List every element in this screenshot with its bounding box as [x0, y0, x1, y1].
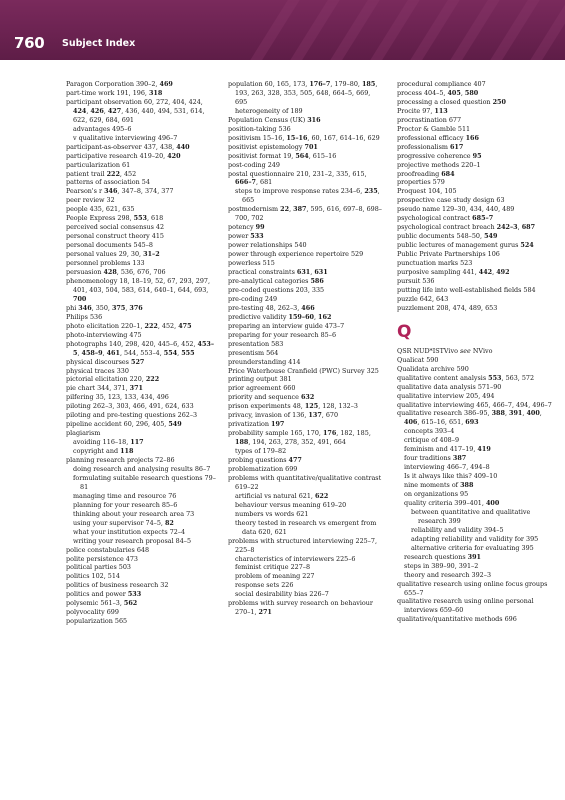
index-entry: Proctor & Gamble 511 [397, 124, 471, 133]
index-entry: prior agreement 660 [228, 384, 296, 393]
index-entry: progressive coherence 95 [397, 151, 482, 160]
index-entry: participant-as-observer 437, 438, 440 [66, 142, 190, 151]
index-subentry: feminist critique 227–8 [235, 563, 311, 572]
index-entry: pre-analytical categories 586 [228, 276, 324, 285]
index-entry: polysemic 561–3, 562 [66, 599, 138, 608]
index-entry: potency 99 [228, 223, 265, 232]
index-entry: preparing for your research 85–6 [228, 330, 337, 339]
index-subentry: interviewing 466–7, 494–8 [404, 463, 490, 472]
index-entry: planning research projects 72–86 [66, 456, 175, 465]
index-subentry: concepts 393–4 [404, 427, 455, 436]
index-subentry: theory and research 392–3 [404, 570, 492, 579]
header-bar [0, 0, 565, 60]
index-entry: Public Private Partnerships 106 [397, 250, 500, 259]
index-subentry: v qualitative interviewing 496–7 [73, 133, 178, 142]
index-entry: postmodernism 22, 387, 595, 616, 697–8, 698–700, 702 [228, 205, 382, 223]
index-entry: putting life into well-established fields 584 [397, 285, 536, 294]
index-entry: problems with survey research on behaviour 270–1, 271 [228, 599, 373, 617]
index-entry: phi 346, 350, 375, 376 [66, 303, 143, 312]
index-section-q [397, 347, 557, 625]
index-subentry: Is it always like this? 409–10 [404, 472, 498, 481]
index-entry: properties 579 [397, 178, 445, 187]
index-subentry: alternative criteria for evaluating 395 [411, 543, 534, 552]
index-entry: professionalism 617 [397, 142, 464, 151]
index-subentry: managing time and resource 76 [73, 491, 177, 500]
index-entry: priority and sequence 632 [228, 393, 315, 402]
index-entry: physical discourses 527 [66, 357, 145, 366]
index-entry: personal construct theory 415 [66, 232, 165, 241]
index-subentry: characteristics of interviewers 225–6 [235, 554, 356, 563]
index-subentry: adapting reliability and validity for 395 [411, 534, 539, 543]
index-entry: process 404–5, 405, 580 [397, 88, 479, 97]
page-title: Subject Index [62, 38, 136, 49]
index-entry: pseudo name 129–30, 434, 440, 489 [397, 205, 515, 214]
index-subentry: between quantitative and qualitative research 399 [411, 507, 531, 525]
index-entry: pipeline accident 60, 296, 405, 549 [66, 420, 182, 429]
index-column-2 [228, 80, 383, 617]
index-entry: printing output 381 [228, 375, 292, 384]
index-entry: polite persistence 473 [66, 554, 138, 563]
index-entry: phenomenology 18, 18–19, 52, 67, 293, 297, 401, 403, 504, 583, 614, 640–1, 644, 693, 700 [66, 276, 210, 303]
index-subentry: behaviour versus meaning 619–20 [235, 500, 347, 509]
index-entry: qualitative research 386–95, 388, 391, 400, 406, 615–16, 651, 693 [397, 409, 542, 427]
index-subentry: four traditions 387 [404, 454, 467, 463]
index-entry: Pearson's r 346, 347–8, 374, 377 [66, 187, 174, 196]
index-subentry: heterogeneity of 189 [235, 106, 303, 115]
index-subentry: planning for your research 85–6 [73, 500, 178, 509]
index-entry: patient trail 222, 452 [66, 169, 137, 178]
index-entry: participant observation 60, 272, 404, 424, 424, 426, 427, 436, 440, 494, 531, 614, 622, 629, 684, 691 [66, 97, 205, 124]
index-entry: personal values 29, 30, 31–2 [66, 250, 160, 259]
index-entry: Paragon Corporation 390–2, 469 [66, 80, 173, 88]
index-entry: proofreading 684 [397, 169, 455, 178]
index-entry: predictive validity 159–60, 162 [228, 312, 332, 321]
index-entry: processing a closed question 250 [397, 97, 506, 106]
index-subentry: research questions 391 [404, 552, 481, 561]
index-entry: probing questions 477 [228, 456, 302, 465]
index-entry: powerless 515 [228, 259, 275, 268]
index-column-1 [66, 80, 216, 626]
index-subentry: doing research and analysing results 86–7 [73, 464, 211, 473]
index-subentry: steps in 389–90, 391–2 [404, 561, 479, 570]
index-entry: professional efficacy 166 [397, 133, 479, 142]
index-entry: Procite 97, 113 [397, 106, 448, 115]
index-entry: pre-testing 48, 262–3, 466 [228, 303, 315, 312]
index-entry: practical constraints 631, 631 [228, 268, 328, 277]
index-entry: physical traces 330 [66, 366, 129, 375]
index-entry: personnel problems 133 [66, 259, 145, 268]
index-subentry: thinking about your research area 73 [73, 509, 195, 518]
index-entry: qualitative research using online focus groups 655–7 [397, 579, 548, 597]
index-entry: positivist epistemology 701 [228, 142, 318, 151]
index-entry: puzzlement 208, 474, 489, 653 [397, 303, 498, 312]
index-entry: Proquest 104, 105 [397, 187, 457, 196]
index-entry: public lectures of management gurus 524 [397, 241, 534, 250]
index-section-p-end [397, 80, 557, 313]
index-entry: qualitative content analysis 553, 563, 572 [397, 373, 535, 382]
index-entry: presentation 583 [228, 339, 284, 348]
index-subentry: on organizations 95 [404, 490, 469, 499]
index-entry: People Express 298, 553, 618 [66, 214, 164, 223]
index-entry: Qualicat 590 [397, 355, 439, 364]
index-entry: position-taking 536 [228, 124, 291, 133]
index-subentry: what your institution expects 72–4 [73, 527, 186, 536]
index-subentry: critique of 408–9 [404, 436, 460, 445]
index-entry: qualitative data analysis 571–90 [397, 382, 502, 391]
index-entry: plagiarism [66, 429, 101, 438]
index-entry: prison experiments 48, 125, 128, 132–3 [228, 402, 358, 411]
index-entry: probability sample 165, 170, 176, 182, 185, 188, 194, 263, 278, 352, 491, 664 [228, 429, 371, 447]
index-entry: piloting 262–3, 303, 466, 491, 624, 633 [66, 402, 194, 411]
index-entry: qualitative interview 205, 494 [397, 391, 495, 400]
index-entry: popularization 565 [66, 617, 128, 626]
index-subentry: theory tested in research vs emergent from data 620, 621 [235, 518, 377, 536]
index-subentry: artificial vs natural 621, 622 [235, 491, 329, 500]
index-subentry: steps to improve response rates 234–6, 235, 665 [235, 187, 380, 205]
index-subentry: response sets 226 [235, 581, 294, 590]
index-entry: privatization 197 [228, 420, 285, 429]
index-entry: politics of business research 32 [66, 581, 169, 590]
index-entry: polyvocality 699 [66, 608, 119, 617]
index-entry: Price Waterhouse Cranfield (PWC) Survey 325 [228, 366, 379, 375]
index-entry: patterns of association 54 [66, 178, 150, 187]
index-entry: psychological contract 685–7 [397, 214, 494, 223]
index-entry: pictorial elicitation 220, 222 [66, 375, 160, 384]
index-entry: personal documents 545–8 [66, 241, 153, 250]
index-entry: qualitative research using online personal interviews 659–60 [397, 597, 534, 615]
index-entry: qualitative interviewing 465, 466–7, 494, 496–7 [397, 400, 552, 409]
index-entry: politics and power 533 [66, 590, 142, 599]
index-entry: photographs 140, 298, 420, 445–6, 452, 453–5, 458–9, 461, 544, 553–4, 554, 555 [66, 339, 215, 357]
index-subentry: advantages 495–6 [73, 124, 132, 133]
index-entry: pursuit 536 [397, 276, 435, 285]
index-entry: participative research 419–20, 420 [66, 151, 181, 160]
index-entry: piloting and pre-testing questions 262–3 [66, 411, 198, 420]
index-entry: pilfering 35, 123, 133, 434, 496 [66, 393, 169, 402]
index-entry: population 60, 165, 173, 176–7, 179–80, 185, 193, 263, 328, 353, 505, 648, 664–5, 669, 695 [228, 80, 378, 106]
index-entry: Philips 536 [66, 312, 103, 321]
index-entry: postal questionnaire 210, 231–2, 335, 615, 666–7, 681 [228, 169, 367, 187]
index-entry: presentism 564 [228, 348, 279, 357]
index-entry: problematization 699 [228, 464, 298, 473]
index-entry: police constabularies 648 [66, 545, 150, 554]
index-entry: part-time work 191, 196, 318 [66, 88, 163, 97]
index-subentry: writing your research proposal 84–5 [73, 536, 192, 545]
index-entry: political parties 503 [66, 563, 131, 572]
index-entry: public documents 548–50, 549 [397, 232, 498, 241]
index-subentry: types of 179–82 [235, 447, 287, 456]
index-subentry: feminism and 417–19, 419 [404, 445, 491, 454]
index-subentry: avoiding 116–18, 117 [73, 438, 144, 447]
index-column-3 [397, 80, 557, 624]
index-subentry: quality criteria 399–401, 400 [404, 498, 500, 507]
index-entry: photo-interviewing 475 [66, 330, 142, 339]
index-entry: procrastination 677 [397, 115, 462, 124]
index-subentry: numbers vs words 621 [235, 509, 309, 518]
index-entry: prospective case study design 63 [397, 196, 505, 205]
index-subentry: problem of meaning 227 [235, 572, 315, 581]
index-entry: politics 102, 514 [66, 572, 120, 581]
index-entry: pre-coding 249 [228, 294, 278, 303]
header-decoration [0, 0, 565, 60]
index-entry: preparing an interview guide 473–7 [228, 321, 345, 330]
index-entry: power relationships 540 [228, 241, 307, 250]
section-letter-q: Q [397, 321, 412, 342]
index-subentry: reliability and validity 394–5 [411, 525, 504, 534]
index-subentry: using your supervisor 74–5, 82 [73, 518, 174, 527]
index-entry: preunderstanding 414 [228, 357, 301, 366]
index-entry: perceived social consensus 42 [66, 223, 165, 232]
index-entry: persuasion 428, 536, 676, 706 [66, 268, 166, 277]
index-entry: QSR NUD*ISTVivo see NVivo [397, 346, 493, 355]
index-entry: pie chart 344, 371, 371 [66, 384, 143, 393]
index-entry: problems with quantitative/qualitative contrast 619–22 [228, 473, 382, 491]
index-entry: projective methods 220–1 [397, 160, 481, 169]
index-entry: qualitative/quantitative methods 696 [397, 615, 517, 624]
index-entry: power through experience repertoire 529 [228, 250, 364, 259]
index-entry: psychological contract breach 242–3, 687 [397, 223, 536, 232]
index-entry: privacy, invasion of 136, 137, 670 [228, 411, 339, 420]
index-entry: particularization 61 [66, 160, 131, 169]
index-subentry: social desirability bias 226–7 [235, 590, 329, 599]
index-entry: positivist format 19, 564, 615–16 [228, 151, 337, 160]
index-entry: people 435, 621, 635 [66, 205, 135, 214]
index-entry: post-coding 249 [228, 160, 280, 169]
index-entry: Qualidata archive 590 [397, 364, 469, 373]
index-entry: Population Census (UK) 316 [228, 115, 321, 124]
index-entry: problems with structured interviewing 225–7, 225–8 [228, 536, 377, 554]
index-entry: positivism 15–16, 15–16, 60, 167, 614–16, 629 [228, 133, 380, 142]
index-subentry: copyright and 118 [73, 447, 134, 456]
index-subentry: nine moments of 388 [404, 481, 474, 490]
page-number: 760 [14, 34, 45, 52]
index-entry: punctuation marks 523 [397, 259, 473, 268]
index-entry: puzzle 642, 643 [397, 294, 449, 303]
index-entry: pre-coded questions 203, 335 [228, 285, 325, 294]
index-entry: photo elicitation 220–1, 222, 452, 475 [66, 321, 192, 330]
index-entry: procedural compliance 407 [397, 80, 486, 88]
index-entry: power 533 [228, 232, 264, 241]
index-subentry: formulating suitable research questions 79–81 [73, 473, 216, 491]
index-entry: purposive sampling 441, 442, 492 [397, 268, 510, 277]
index-entry: peer review 32 [66, 196, 115, 205]
